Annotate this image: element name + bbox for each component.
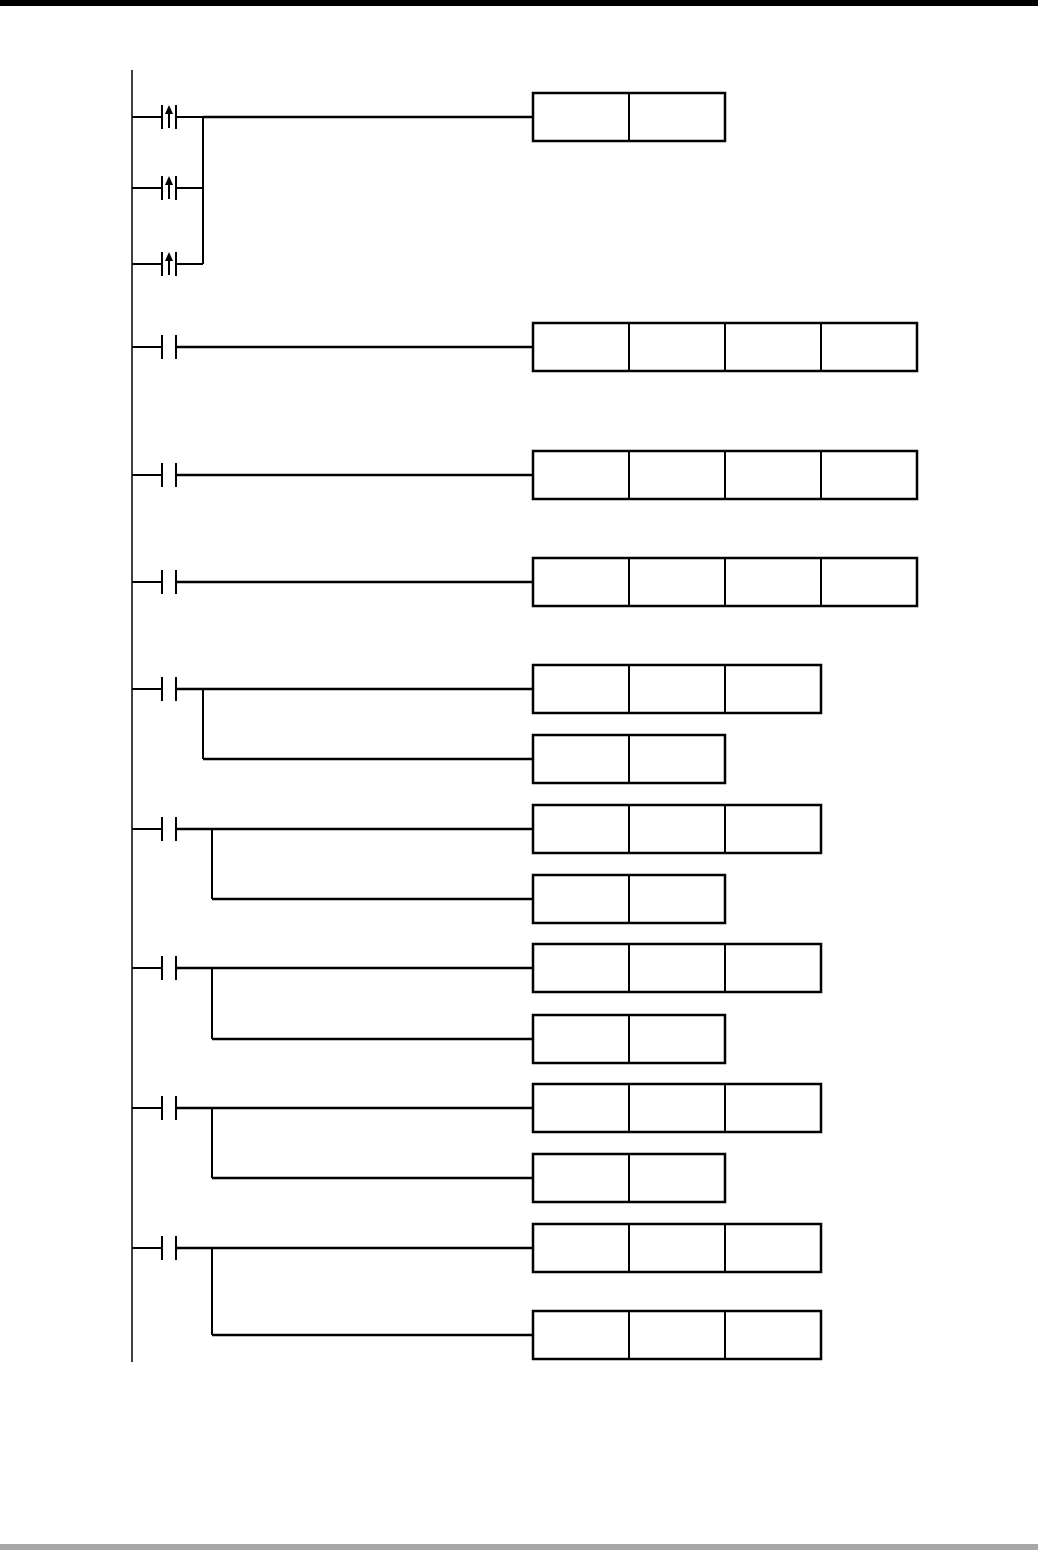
rising-edge-arrow-icon: [165, 105, 173, 114]
rising-edge-arrow-icon: [165, 176, 173, 185]
rising-edge-arrow-icon: [165, 252, 173, 261]
rung-7-output-box-1: [533, 944, 821, 992]
rung-5-output-box-1: [533, 665, 821, 713]
rung-6-output-box-1: [533, 805, 821, 853]
rung-8-output-box-1: [533, 1084, 821, 1132]
rung-9-output-box-2: [533, 1311, 821, 1359]
rung-9-output-box-1: [533, 1224, 821, 1272]
page-bottom-rule: [0, 1544, 1038, 1550]
